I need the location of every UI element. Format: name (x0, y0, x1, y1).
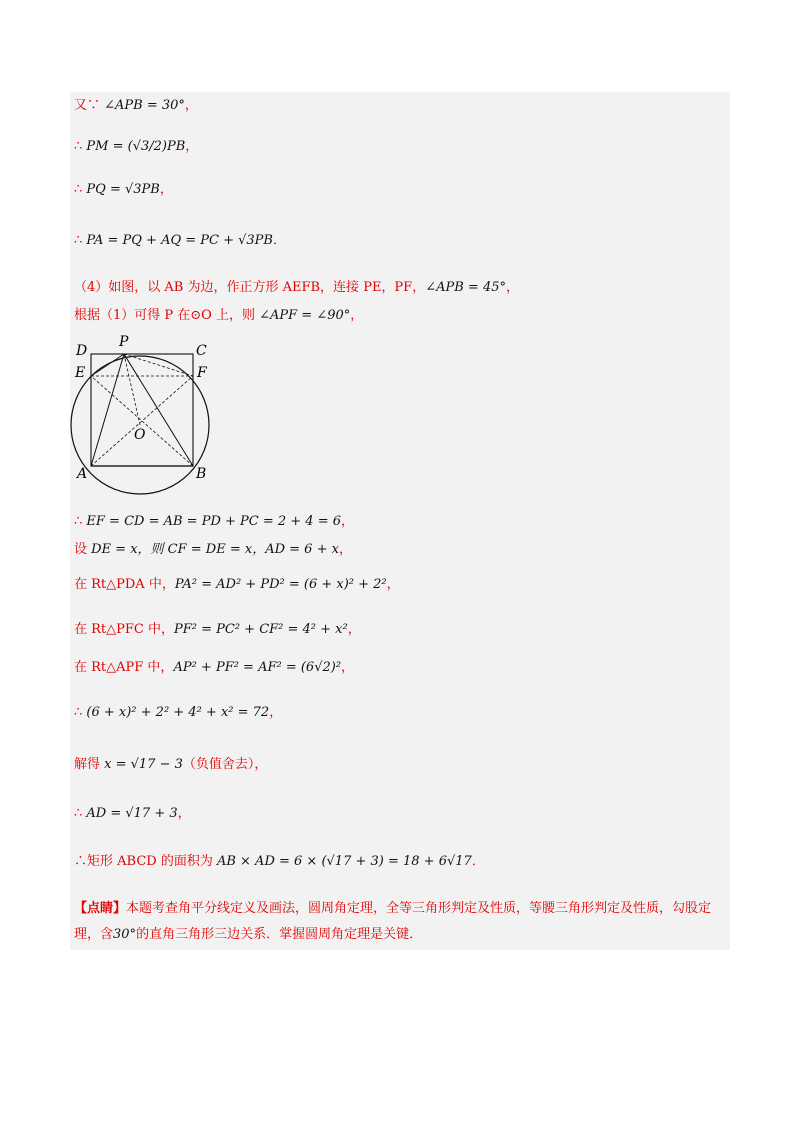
solution-line (74, 805, 191, 823)
label-o: O (134, 427, 146, 443)
line-formula: DE = x，则 CF = DE = x，AD = 6 + x (91, 542, 339, 557)
solution-line (74, 621, 361, 639)
line-formula: AP² + PF² = AF² = (6√2)² (173, 660, 342, 675)
line-formula: AB × AD = 6 × (√17 + 3) = 18 + 6√17 (216, 854, 472, 869)
label-f: F (197, 365, 207, 381)
segment-pe (91, 354, 124, 376)
note-tag: 【点睛】 (74, 901, 127, 916)
line-prefix: 在 Rt△APF 中， (74, 660, 174, 675)
solution-line (74, 181, 173, 199)
line-formula: PQ = √3PB (86, 182, 160, 197)
line-formula: PA² = AD² + PD² = (6 + x)² + 2² (174, 577, 387, 592)
line-prefix: ∴ (74, 139, 87, 154)
solution-line (74, 307, 363, 325)
solution-line (74, 97, 198, 115)
label-p: P (119, 334, 129, 350)
solution-line (74, 853, 485, 871)
line-formula: ∠APB = 30° (104, 98, 185, 113)
line-prefix: 又∵ (74, 98, 105, 113)
line-prefix: ∴ (74, 705, 87, 720)
note-angle: 30° (113, 927, 137, 942)
note-text-2: 的直角三角形三边关系．掌握圆周角定理是关键． (136, 927, 423, 942)
segment-pa (91, 354, 124, 466)
line-suffix: ． (272, 233, 286, 248)
line-suffix: ， (341, 514, 355, 529)
line-suffix: ， (159, 182, 173, 197)
line-suffix: ， (185, 139, 199, 154)
line-suffix: ， (505, 280, 519, 295)
line-prefix: （4）如图，以 AB 为边，作正方形 AEFB，连接 PE，PF， (74, 280, 426, 295)
line-suffix: ， (386, 577, 400, 592)
line-suffix: ， (177, 806, 191, 821)
solution-line (74, 138, 198, 156)
solution-line (74, 756, 267, 774)
segment-po (124, 354, 140, 425)
line-formula: ∠APB = 45° (425, 280, 506, 295)
line-prefix: ∴ (74, 233, 87, 248)
label-b: B (196, 466, 207, 482)
label-e: E (75, 365, 86, 381)
line-formula: PM = (√3/2)PB (86, 139, 186, 154)
line-suffix: ， (341, 660, 355, 675)
line-prefix: 在 Rt△PFC 中， (74, 622, 174, 637)
line-prefix: ∴ (74, 806, 87, 821)
line-formula: ∠APF = ∠90° (259, 308, 351, 323)
line-formula: AD = √17 + 3 (86, 806, 178, 821)
line-prefix: ∴矩形 ABCD 的面积为 (74, 854, 217, 869)
label-c: C (196, 343, 207, 359)
line-prefix: 根据（1）可得 P 在⊙O 上，则 (74, 308, 260, 323)
solution-line (74, 232, 286, 250)
line-prefix: 在 Rt△PDA 中， (74, 577, 175, 592)
line-formula: EF = CD = AB = PD + PC = 2 + 4 = 6 (86, 514, 342, 529)
line-prefix: ∴ (74, 514, 87, 529)
solution-line (74, 704, 282, 722)
line-formula: x = √17 − 3 (104, 757, 183, 772)
geometry-figure (66, 332, 226, 500)
line-suffix: ， (347, 622, 361, 637)
solution-line (74, 659, 354, 677)
solution-line (74, 279, 519, 297)
note-text-1: 本题考查角平分线定义及画法，圆周角定理，全等三角形判定及性质，等腰三角形判定及性质，勾股定理，含 (74, 901, 712, 942)
label-a: A (77, 466, 88, 482)
line-formula: PA = PQ + AQ = PC + √3PB (86, 233, 273, 248)
label-d: D (76, 343, 88, 359)
line-formula: PF² = PC² + CF² = 4² + x² (174, 622, 348, 637)
solution-line (74, 541, 352, 559)
key-point-note (74, 896, 726, 948)
solution-line (74, 513, 354, 531)
line-formula: (6 + x)² + 2² + 4² + x² = 72 (86, 705, 270, 720)
line-suffix: ． (471, 854, 485, 869)
line-prefix: ∴ (74, 182, 87, 197)
line-suffix: ， (184, 98, 198, 113)
line-prefix: 设 (74, 542, 92, 557)
line-suffix: ， (269, 705, 283, 720)
line-suffix: ， (338, 542, 352, 557)
line-prefix: 解得 (74, 757, 105, 772)
line-suffix: （负值舍去）， (182, 757, 268, 772)
segment-pf (124, 354, 193, 376)
line-suffix: ， (350, 308, 364, 323)
solution-line (74, 576, 400, 594)
